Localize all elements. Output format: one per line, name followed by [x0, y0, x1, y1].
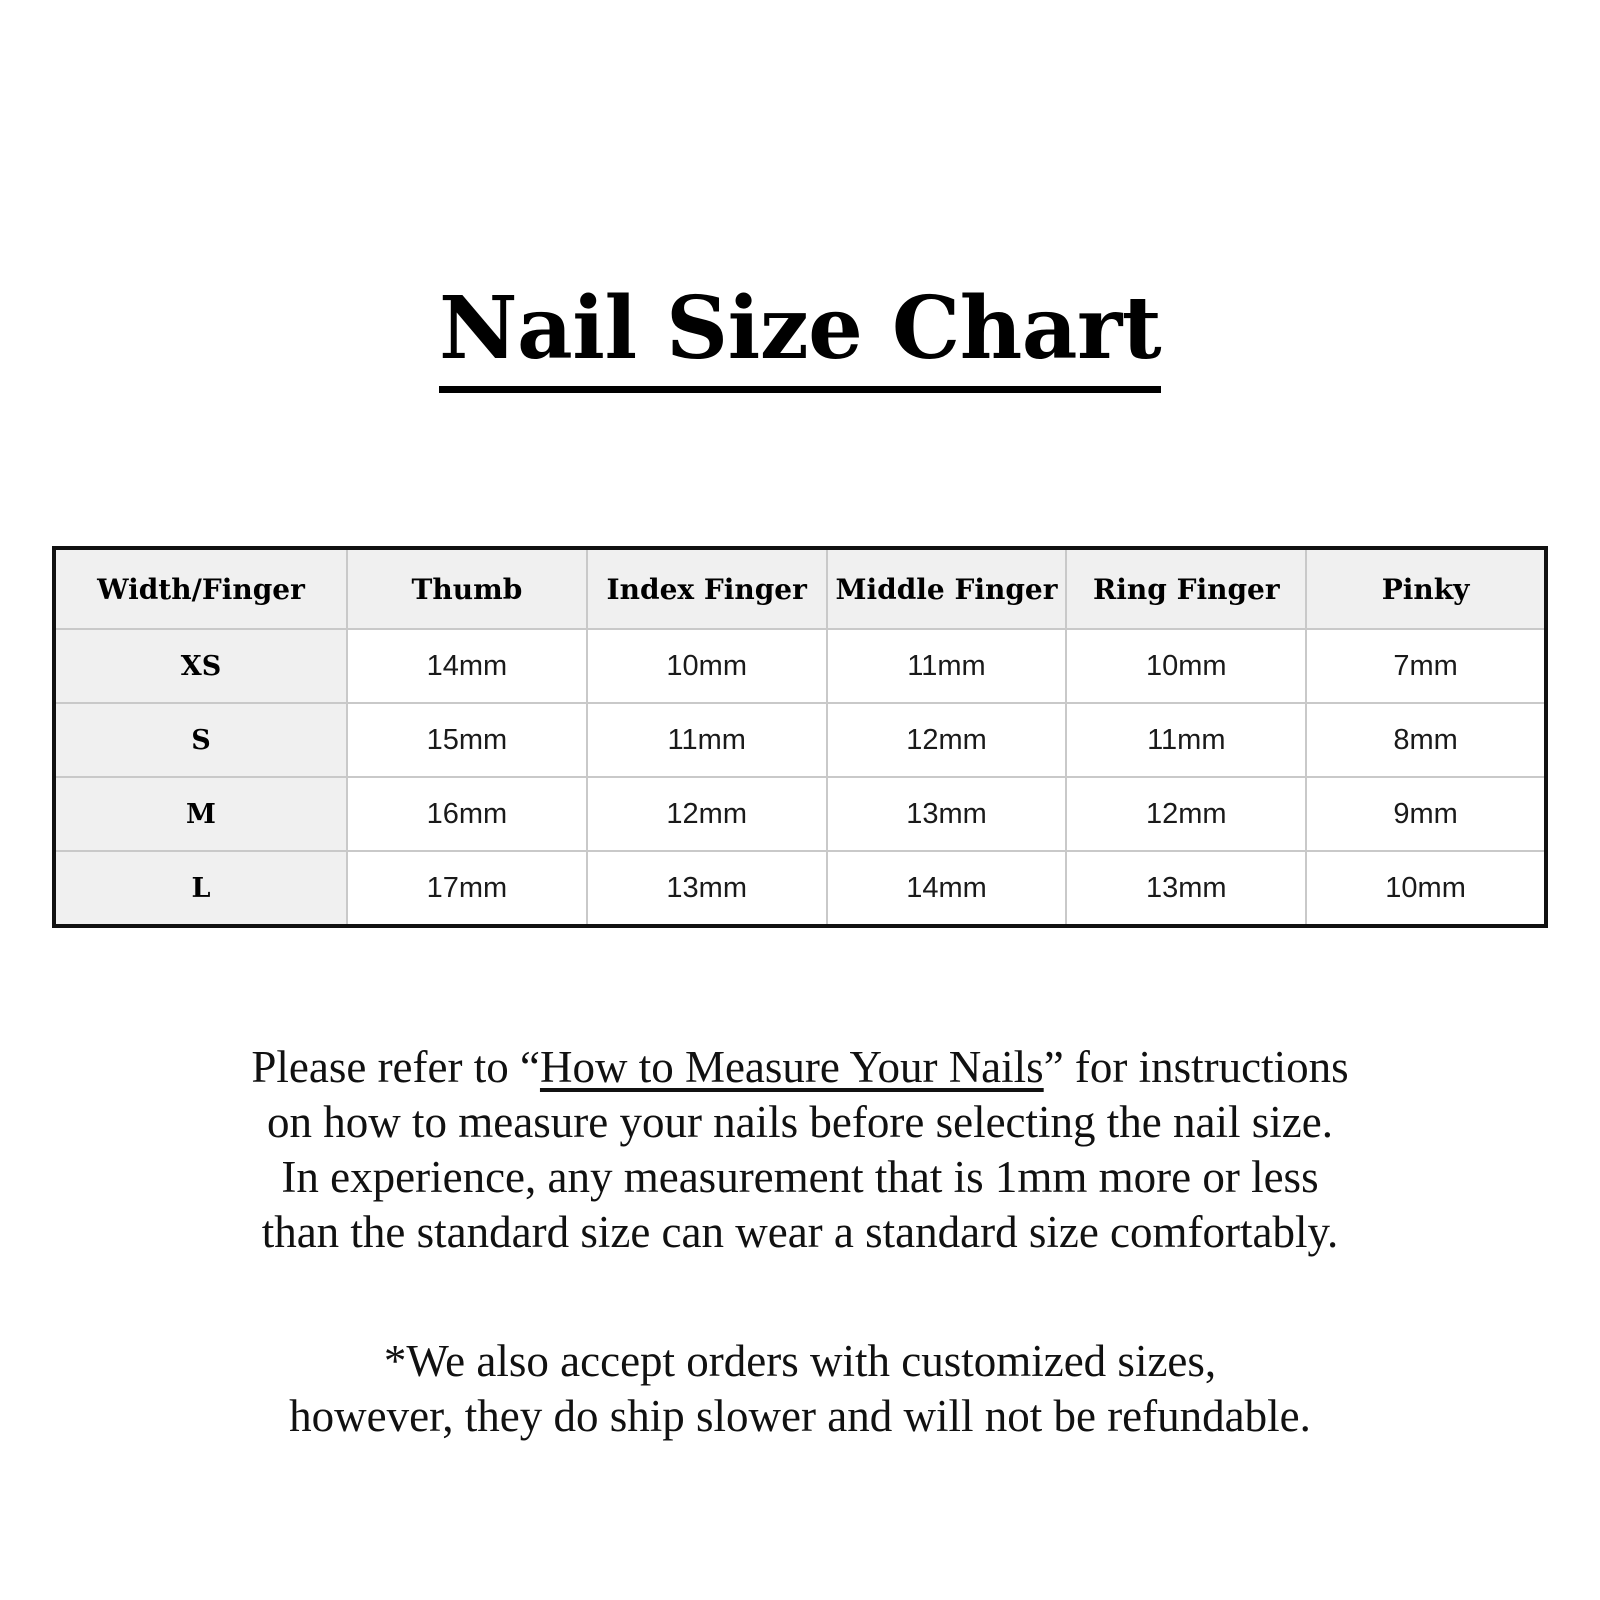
table-row	[54, 851, 1546, 926]
column-header-index-finger: Index Finger	[587, 548, 827, 629]
cell-middle-finger: 11mm	[827, 629, 1067, 703]
cell-thumb: 14mm	[347, 629, 587, 703]
note-paragraph-custom-sizes	[120, 1334, 1480, 1444]
cell-ring-finger: 13mm	[1066, 851, 1306, 926]
cell-index-finger: 13mm	[587, 851, 827, 926]
table-row	[54, 703, 1546, 777]
cell-pinky: 10mm	[1306, 851, 1546, 926]
cell-middle-finger: 13mm	[827, 777, 1067, 851]
page-title-container	[0, 0, 1600, 450]
nail-size-table	[52, 546, 1548, 928]
note-paragraph-measure	[120, 1040, 1480, 1260]
cell-pinky: 9mm	[1306, 777, 1546, 851]
table-header-row	[54, 548, 1546, 629]
column-header-pinky: Pinky	[1306, 548, 1546, 629]
row-size-label: L	[54, 851, 347, 926]
cell-thumb: 16mm	[347, 777, 587, 851]
cell-pinky: 8mm	[1306, 703, 1546, 777]
note-line: however, they do ship slower and will not be refundable.	[289, 1390, 1311, 1441]
column-header-ring-finger: Ring Finger	[1066, 548, 1306, 629]
table-body	[54, 629, 1546, 926]
cell-ring-finger: 11mm	[1066, 703, 1306, 777]
cell-middle-finger: 14mm	[827, 851, 1067, 926]
note-text-after-link: ” for instructions	[1043, 1042, 1349, 1093]
note-line: *We also accept orders with customized sizes,	[383, 1335, 1217, 1386]
cell-pinky: 7mm	[1306, 629, 1546, 703]
cell-thumb: 15mm	[347, 703, 587, 777]
table-row	[54, 777, 1546, 851]
cell-index-finger: 11mm	[587, 703, 827, 777]
cell-index-finger: 10mm	[587, 629, 827, 703]
row-size-label: XS	[54, 629, 347, 703]
column-header-width-finger: Width/Finger	[54, 548, 347, 629]
note-line: In experience, any measurement that is 1mm more or less	[281, 1152, 1319, 1202]
cell-middle-finger: 12mm	[827, 703, 1067, 777]
note-line	[120, 1040, 1480, 1095]
note-line: than the standard size can wear a standard size comfortably.	[261, 1206, 1339, 1257]
size-table-container	[52, 546, 1548, 928]
cell-ring-finger: 10mm	[1066, 629, 1306, 703]
table-row	[54, 629, 1546, 703]
note-line: on how to measure your nails before selecting the nail size.	[267, 1097, 1333, 1148]
notes-section	[120, 1040, 1480, 1443]
cell-index-finger: 12mm	[587, 777, 827, 851]
row-size-label: S	[54, 703, 347, 777]
how-to-measure-link[interactable]: How to Measure Your Nails	[539, 1042, 1044, 1093]
column-header-thumb: Thumb	[347, 548, 587, 629]
table-header	[54, 548, 1546, 629]
column-header-middle-finger: Middle Finger	[827, 548, 1067, 629]
page-title: Nail Size Chart	[439, 286, 1161, 393]
note-text-before-link: Please refer to “	[251, 1042, 540, 1093]
cell-ring-finger: 12mm	[1066, 777, 1306, 851]
row-size-label: M	[54, 777, 347, 851]
cell-thumb: 17mm	[347, 851, 587, 926]
